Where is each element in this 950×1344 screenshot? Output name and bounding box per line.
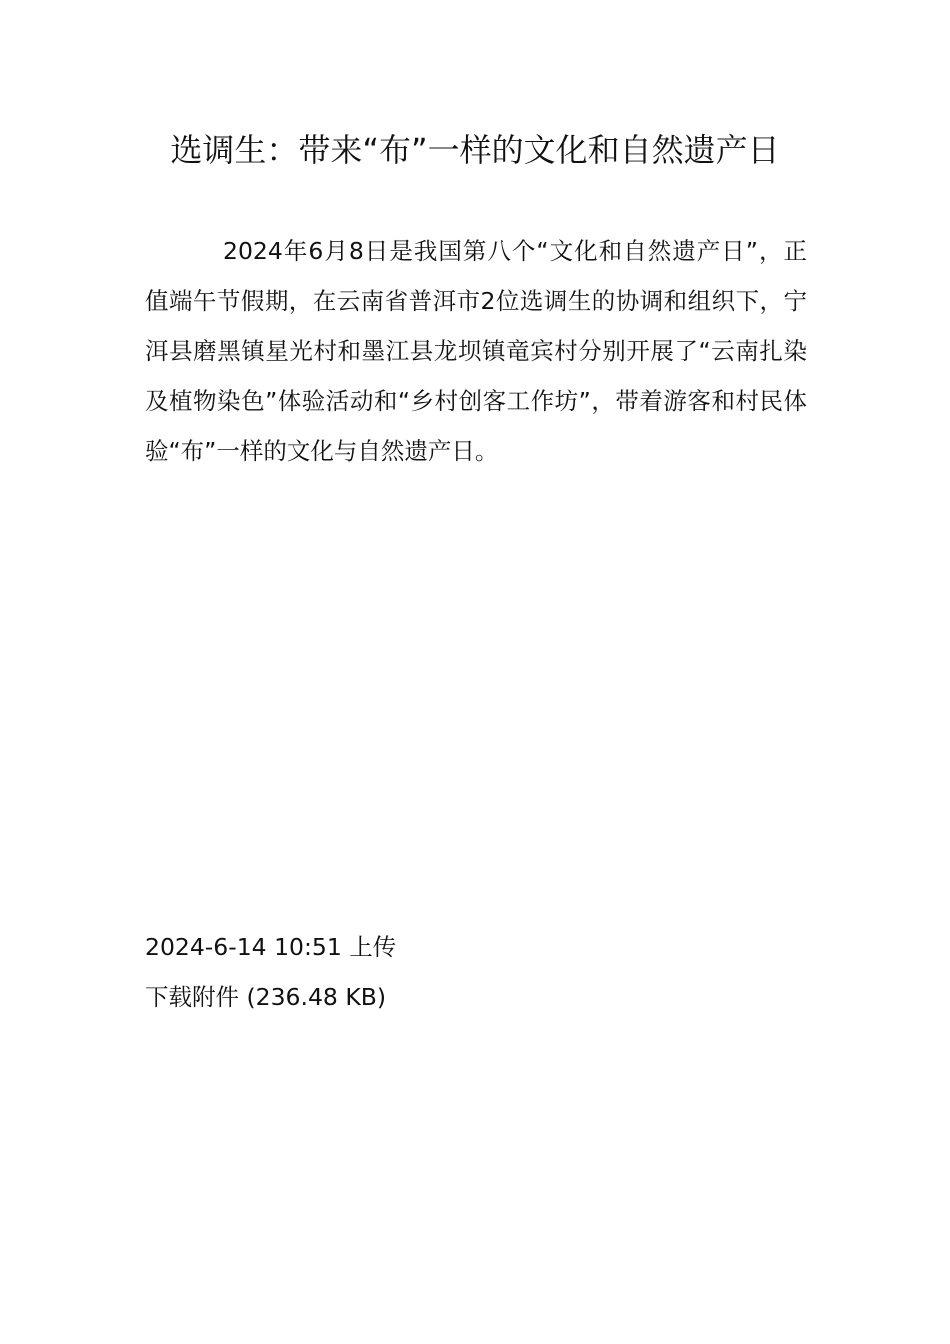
upload-timestamp: 2024-6-14 10:51 上传 xyxy=(145,933,397,961)
download-attachment-link[interactable]: 下载附件 (236.48 KB) xyxy=(145,983,387,1011)
page-title: 选调生：带来“布”一样的文化和自然遗产日 xyxy=(170,131,780,169)
article-paragraph: 2024年6月8日是我国第八个“文化和自然遗产日”，正值端午节假期，在云南省普洱市2位选调生的协调和组织下，宁洱县磨黑镇星光村和墨江县龙坝镇竜宾村分别开展了“云南扎染及植物染色”体验活动和“乡村创客工作坊”，带着游客和村民体验“布”一样的文化与自然遗产日。 xyxy=(145,237,807,465)
